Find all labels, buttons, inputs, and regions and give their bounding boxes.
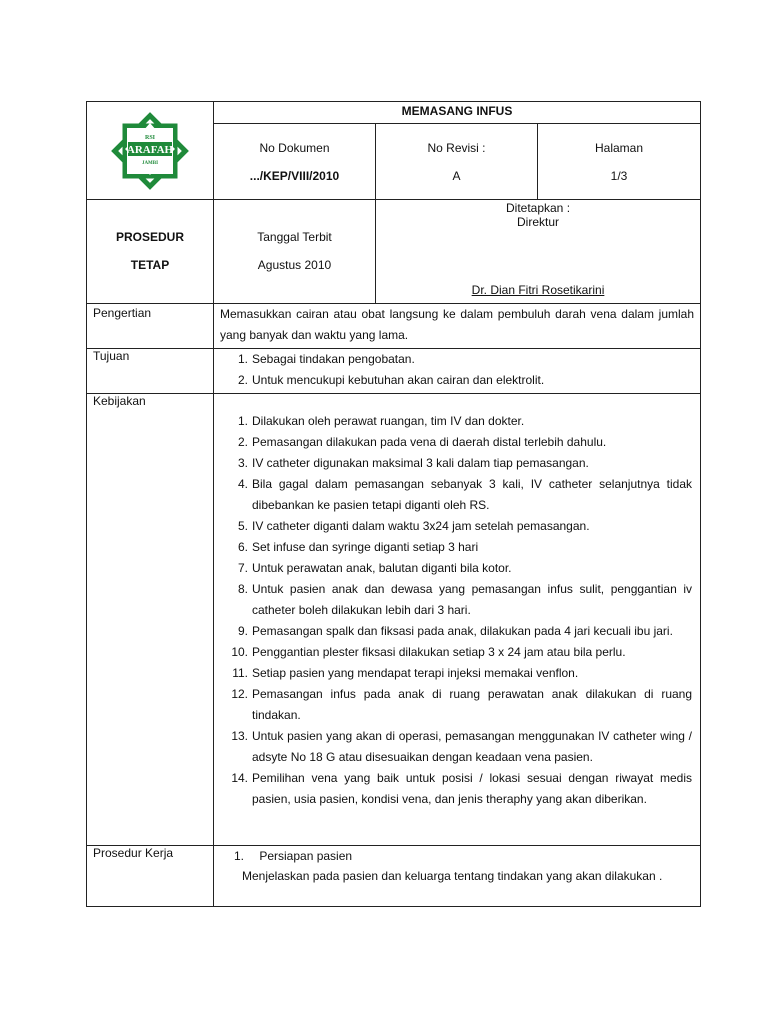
item-text: Untuk pasien yang akan di operasi, pemasangan menggunakan IV catheter wing / adsyte No 18 G atau disesuaikan dengan keadaan vena pasien.	[252, 729, 693, 764]
list-item	[224, 579, 692, 621]
step-title-row	[220, 846, 694, 866]
item-number: 2.	[237, 435, 248, 449]
prosedur-line1: PROSEDUR	[115, 230, 184, 244]
list-item	[224, 558, 692, 579]
list-item	[224, 768, 692, 810]
halaman-label: Halaman	[594, 141, 644, 155]
list-item	[224, 474, 692, 516]
tujuan-label: Tujuan	[87, 349, 214, 394]
no-revisi-value: A	[452, 169, 461, 183]
no-revisi-label: No Revisi :	[427, 141, 486, 155]
item-text: Bila gagal dalam pemasangan sebanyak 3 kali, IV catheter selanjutnya tidak dibebankan ke pasien tetapi diganti oleh RS.	[252, 477, 693, 512]
sop-table	[86, 101, 701, 907]
item-text: IV catheter diganti dalam waktu 3x24 jam setelah pemasangan.	[252, 519, 590, 533]
item-text: Dilakukan oleh perawat ruangan, tim IV dan dokter.	[252, 414, 525, 428]
list-item	[224, 453, 692, 474]
prosedur-line2: TETAP	[130, 258, 170, 272]
item-number: 3.	[237, 456, 248, 470]
list-item	[224, 432, 692, 453]
item-number: 5.	[237, 519, 248, 533]
item-number: 6.	[237, 540, 248, 554]
logo-main-text: ARAFAH	[126, 143, 174, 156]
item-text: Pemilihan vena yang baik untuk posisi / lokasi sesuai dengan riwayat medis pasien, usia pasien, kondisi vena, dan jenis theraphy yang akan diberikan.	[252, 771, 693, 806]
item-number: 1.	[237, 352, 248, 366]
tanggal-terbit-value: Agustus 2010	[257, 258, 332, 272]
ditetapkan-role: Direktur	[517, 215, 560, 229]
list-item	[224, 621, 692, 642]
document-title: MEMASANG INFUS	[214, 102, 701, 124]
prosedur-tetap-cell	[87, 200, 214, 304]
item-number: 7.	[237, 561, 248, 575]
item-text: Setiap pasien yang mendapat terapi injeksi memakai venflon.	[252, 666, 579, 680]
item-text: Pemasangan spalk dan fiksasi pada anak, dilakukan pada 4 jari kecuali ibu jari.	[252, 624, 673, 638]
tanggal-terbit-label: Tanggal Terbit	[257, 230, 332, 244]
item-number: 10.	[231, 645, 248, 659]
kebijakan-content	[214, 394, 701, 846]
prosedur-kerja-label: Prosedur Kerja	[87, 846, 214, 907]
item-text: Untuk mencukupi kebutuhan akan cairan dan elektrolit.	[252, 373, 545, 387]
no-dokumen-label: No Dokumen	[259, 141, 330, 155]
no-dokumen-cell	[214, 124, 376, 200]
halaman-cell	[538, 124, 701, 200]
item-text: Untuk pasien anak dan dewasa yang pemasangan infus sulit, penggantian iv catheter boleh dilakukan lebih dari 3 hari.	[252, 582, 693, 617]
list-item	[224, 516, 692, 537]
item-text: Penggantian plester fiksasi dilakukan setiap 3 x 24 jam atau bila perlu.	[252, 645, 626, 659]
rsi-arafah-logo	[105, 108, 195, 194]
pengertian-text: Memasukkan cairan atau obat langsung ke dalam pembuluh darah vena dalam jumlah yang banyak dan waktu yang lama.	[214, 304, 701, 349]
no-dokumen-value: .../KEP/VIII/2010	[249, 169, 340, 183]
item-text: Pemasangan infus pada anak di ruang perawatan anak dilakukan di ruang tindakan.	[252, 687, 693, 722]
ditetapkan-label: Ditetapkan :	[505, 201, 571, 215]
list-item	[224, 370, 694, 391]
prosedur-kerja-content	[214, 846, 701, 907]
item-number: 11.	[232, 666, 248, 680]
list-item	[224, 411, 692, 432]
pengertian-label: Pengertian	[87, 304, 214, 349]
sop-document	[86, 101, 700, 907]
logo-bottom-text: JAMBI	[141, 160, 159, 166]
item-text: Sebagai tindakan pengobatan.	[252, 352, 415, 366]
tujuan-list	[224, 349, 694, 391]
list-item	[224, 349, 694, 370]
logo-cell	[87, 102, 214, 200]
ditetapkan-cell	[376, 200, 701, 304]
item-number: 2.	[237, 373, 248, 387]
list-item	[224, 537, 692, 558]
kebijakan-label: Kebijakan	[87, 394, 214, 846]
item-number: 4.	[237, 477, 248, 491]
list-item	[224, 726, 692, 768]
kebijakan-list	[224, 411, 692, 810]
item-text: Set infuse dan syringe diganti setiap 3 hari	[252, 540, 479, 554]
item-number: 12.	[231, 687, 248, 701]
item-number: 1.	[237, 414, 248, 428]
item-text: IV catheter digunakan maksimal 3 kali dalam tiap pemasangan.	[252, 456, 589, 470]
item-number: 8.	[237, 582, 248, 596]
item-number: 14.	[231, 771, 248, 785]
list-item	[224, 642, 692, 663]
tujuan-content	[214, 349, 701, 394]
halaman-value: 1/3	[610, 169, 628, 183]
step-title: Persiapan pasien	[259, 849, 353, 863]
step-text: Menjelaskan pada pasien dan keluarga tentang tindakan yang akan dilakukan .	[242, 869, 663, 883]
item-number: 9.	[237, 624, 248, 638]
logo-top-text: RSI	[144, 134, 156, 141]
list-item	[224, 663, 692, 684]
item-text: Untuk perawatan anak, balutan diganti bila kotor.	[252, 561, 512, 575]
list-item	[224, 684, 692, 726]
tanggal-terbit-cell	[214, 200, 376, 304]
signer-name: Dr. Dian Fitri Rosetikarini	[471, 283, 605, 297]
item-text: Pemasangan dilakukan pada vena di daerah distal terlebih dahulu.	[252, 435, 607, 449]
step-number: 1.	[233, 849, 244, 863]
item-number: 13.	[231, 729, 248, 743]
no-revisi-cell	[376, 124, 538, 200]
